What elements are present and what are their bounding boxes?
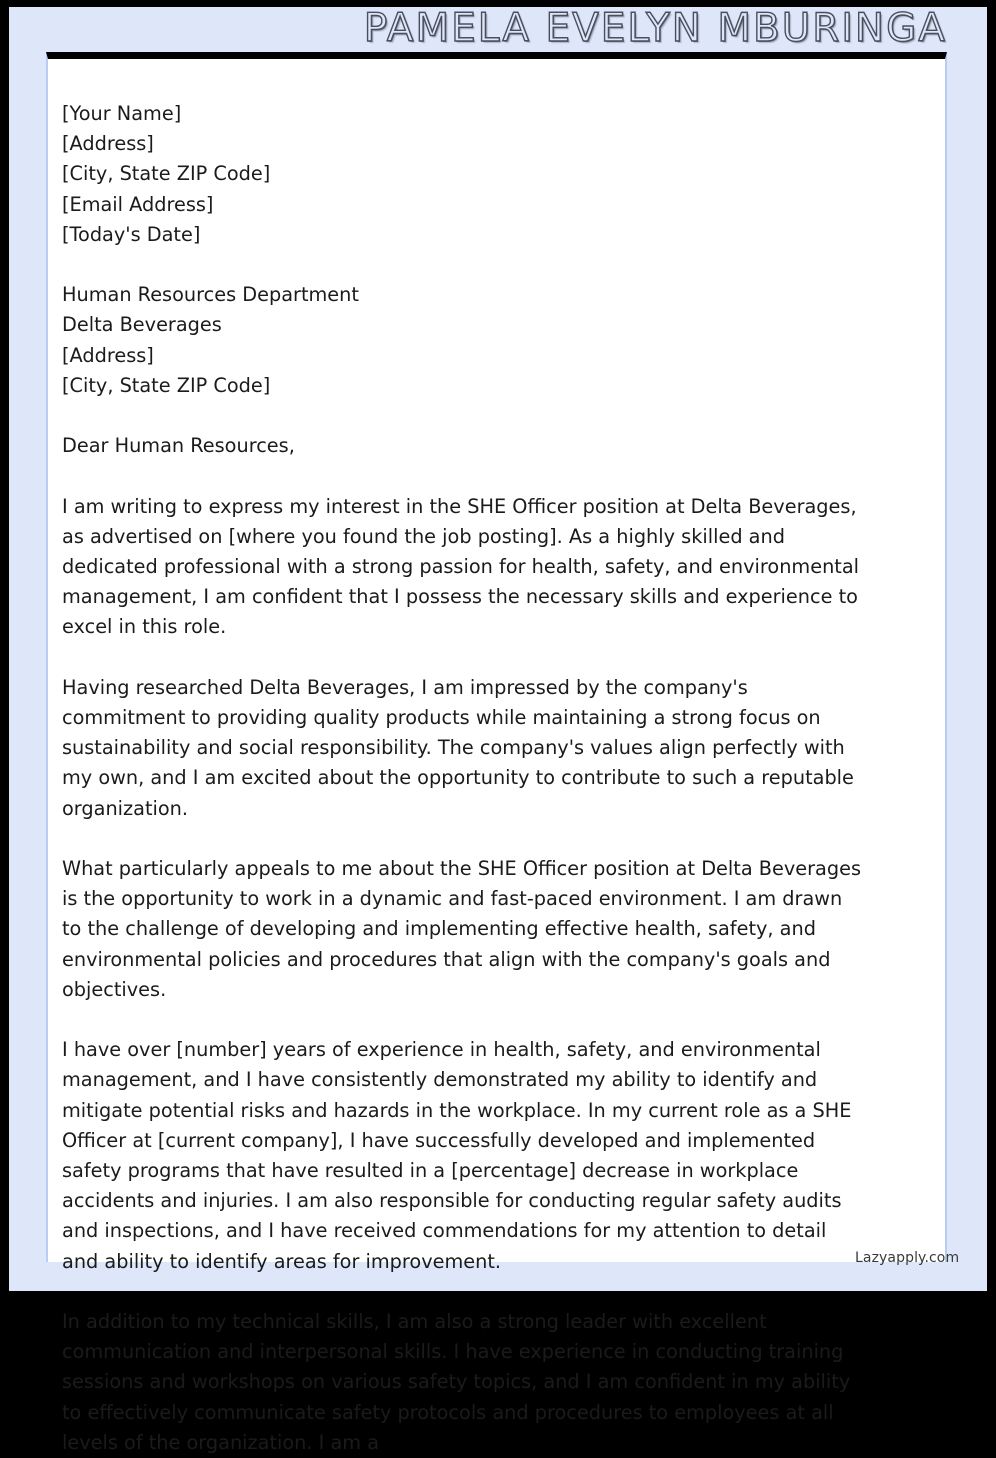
spacer bbox=[62, 643, 912, 673]
sender-line-city: [City, State ZIP Code] bbox=[62, 162, 271, 186]
sender-address-block bbox=[62, 99, 862, 250]
lazyapply-watermark: Lazyapply.com bbox=[855, 1250, 960, 1266]
body-paragraph: I have over [number] years of experience in health, safety, and environmental management, and I have consistently demonstrated my ability to identify and mitigate potential risks and hazards in the workplace. In my current role as a SHE Officer at [current company], I have successfully developed and implemented safety programs that have resulted in a [percentage] decrease in workplace accidents and injuries. I am also responsible for conducting regular safety audits and inspections, and I have received commendations for my attention to detail and ability to identify areas for improvement. bbox=[62, 1038, 852, 1273]
sender-line-date: [Today's Date] bbox=[62, 222, 201, 246]
spacer bbox=[62, 250, 912, 280]
recipient-line-company: Delta Beverages bbox=[62, 313, 222, 337]
recipient-line-city: [City, State ZIP Code] bbox=[62, 373, 271, 397]
spacer bbox=[62, 1005, 912, 1035]
body-paragraph: I am writing to express my interest in the SHE Officer position at Delta Beverages, as advertised on [where you found the job posting]. As a highly skilled and dedicated professional with a strong passion for health, safety, and environmental management, I am confident that I possess the necessary skills and experience to excel in this role. bbox=[62, 494, 860, 639]
spacer bbox=[62, 1277, 912, 1307]
body-paragraph: In addition to my technical skills, I am also a strong leader with excellent communication and interpersonal skills. I have experience in conducting training sessions and workshops on various safety topics, and I am confident in my ability to effectively communicate safety protocols and procedures to employees at all levels of the organization. I am a bbox=[62, 1310, 851, 1454]
body-paragraph: What particularly appeals to me about the SHE Officer position at Delta Beverages is the opportunity to work in a dynamic and fast-paced environment. I am drawn to the challenge of developing and implementing effective health, safety, and environmental policies and procedures that align with the company's goals and objectives. bbox=[62, 857, 862, 1001]
sender-line-email: [Email Address] bbox=[62, 192, 214, 216]
body-paragraph: Having researched Delta Beverages, I am impressed by the company's commitment to providing quality products while maintaining a strong focus on sustainability and social responsibility. The company's values align perfectly with my own, and I am excited about the opportunity to contribute to such a reputable organization. bbox=[62, 675, 854, 820]
spacer bbox=[62, 824, 912, 854]
recipient-address-block bbox=[62, 280, 862, 401]
recipient-line-address: [Address] bbox=[62, 343, 154, 367]
letterhead-header bbox=[9, 7, 987, 52]
document-canvas bbox=[9, 6, 987, 1454]
spacer bbox=[62, 461, 912, 491]
sender-line-address: [Address] bbox=[62, 132, 154, 156]
recipient-line-department: Human Resources Department bbox=[62, 283, 359, 307]
salutation: Dear Human Resources, bbox=[62, 434, 295, 458]
letter-content bbox=[62, 52, 912, 1458]
sender-line-name: [Your Name] bbox=[62, 102, 182, 125]
candidate-name-title: PAMELA EVELYN MBURINGA bbox=[363, 6, 947, 51]
spacer bbox=[62, 401, 912, 431]
